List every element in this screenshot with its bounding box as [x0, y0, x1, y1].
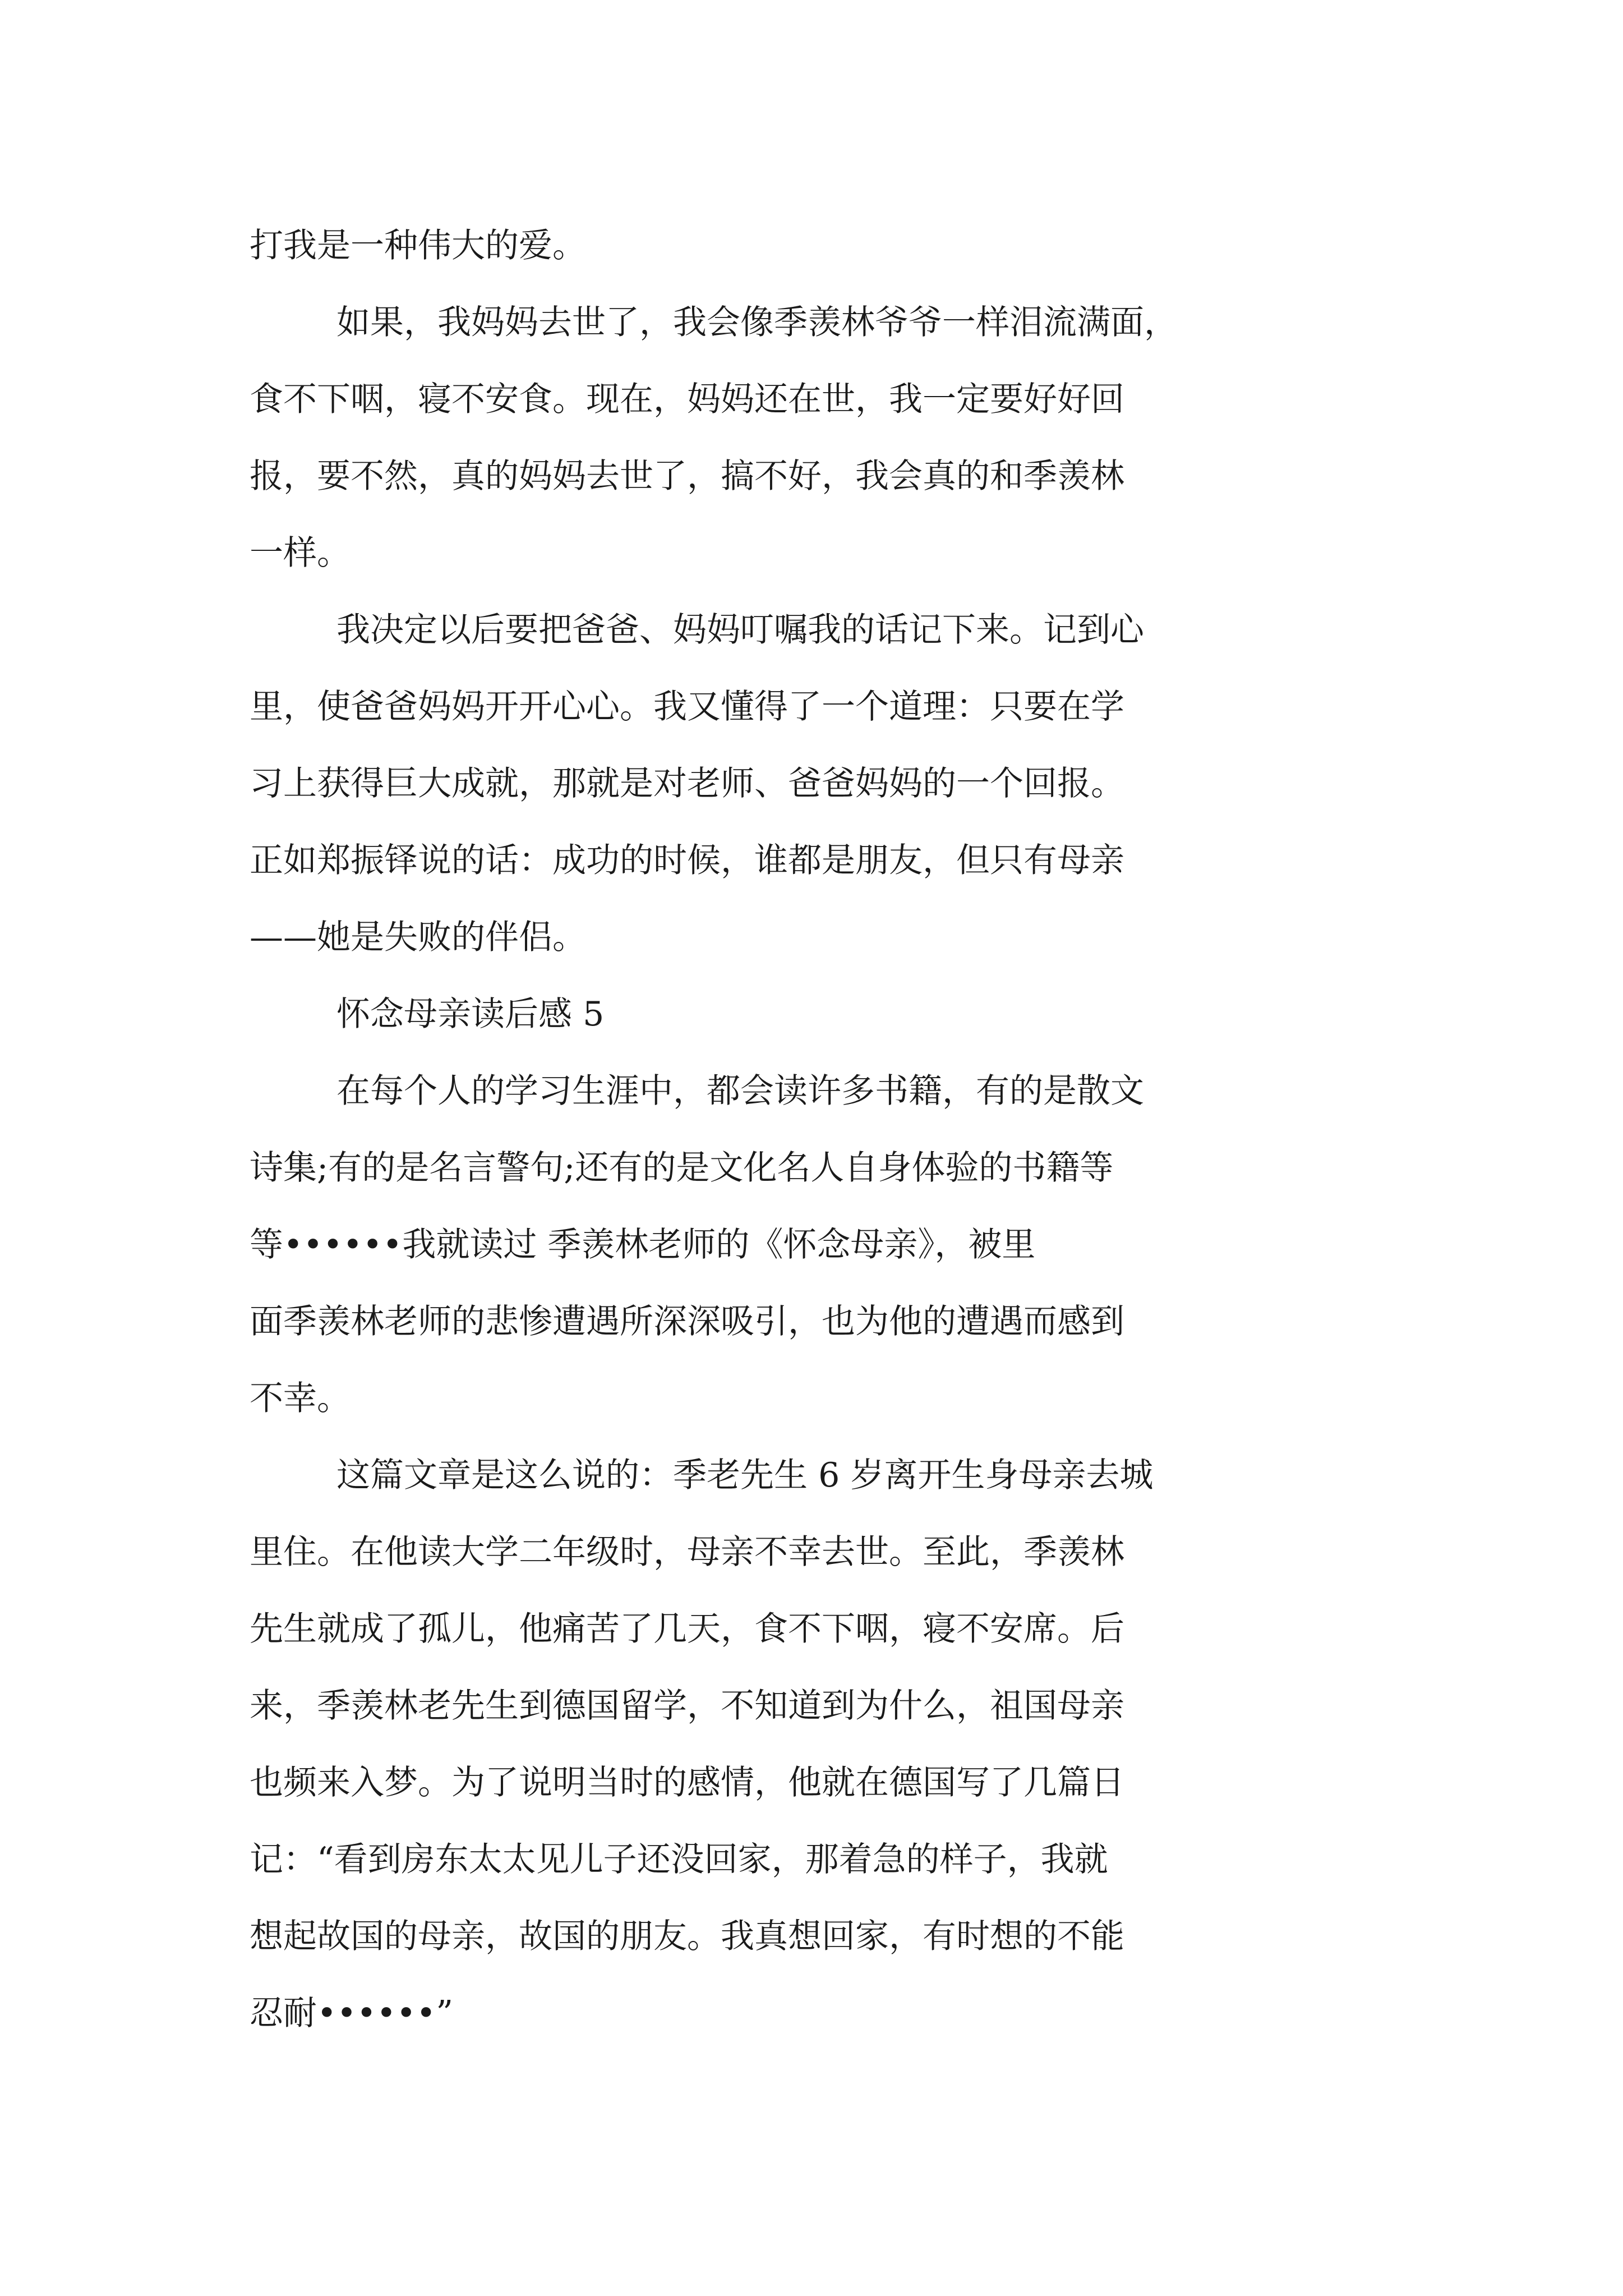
text-line: 食不下咽，寝不安食。现在，妈妈还在世，我一定要好好回 [250, 380, 1124, 419]
text-line: 记：“看到房东太太见儿子还没回家，那着急的样子，我就 [250, 1840, 1108, 1879]
text-line: 也频来入梦。为了说明当时的感情，他就在德国写了几篇日 [250, 1763, 1124, 1802]
text-line: 习上获得巨大成就，那就是对老师、爸爸妈妈的一个回报。 [250, 764, 1124, 803]
text-line: 打我是一种伟大的爱。 [250, 226, 586, 265]
text-line: 忍耐••••••” [250, 1994, 454, 2033]
text-line: ——她是失败的伴侣。 [250, 918, 586, 957]
text-line: 先生就成了孤儿，他痛苦了几天，食不下咽，寝不安席。后 [250, 1609, 1124, 1649]
section-heading: 怀念母亲读后感 5 [336, 995, 605, 1034]
text-line: 想起故国的母亲，故国的朋友。我真想回家，有时想的不能 [250, 1917, 1124, 1956]
text-line: 里住。在他读大学二年级时，母亲不幸去世。至此，季羡林 [250, 1533, 1124, 1572]
paragraph-start-line: 在每个人的学习生涯中，都会读许多书籍，有的是散文 [336, 1071, 1144, 1111]
body-text [250, 208, 1388, 2052]
text-line: 报，要不然，真的妈妈去世了，搞不好，我会真的和季羡林 [250, 457, 1124, 496]
text-line: 等••••••我就读过 季羡林老师的《怀念母亲》，被里 [250, 1225, 1036, 1264]
text-line: 诗集;有的是名言警句;还有的是文化名人自身体验的书籍等 [250, 1148, 1114, 1188]
paragraph-start-line: 我决定以后要把爸爸、妈妈叮嘱我的话记下来。记到心 [336, 610, 1144, 650]
text-line: 面季羡林老师的悲惨遭遇所深深吸引，也为他的遭遇而感到 [250, 1302, 1124, 1341]
text-line: 一样。 [250, 533, 351, 573]
paragraph-start-line: 这篇文章是这么说的：季老先生 6 岁离开生身母亲去城 [336, 1456, 1154, 1495]
text-line: 不幸。 [250, 1379, 351, 1418]
paragraph-start-line: 如果，我妈妈去世了，我会像季羡林爷爷一样泪流满面， [336, 303, 1178, 342]
text-line: 里，使爸爸妈妈开开心心。我又懂得了一个道理：只要在学 [250, 687, 1124, 726]
text-line: 正如郑振铎说的话：成功的时候，谁都是朋友，但只有母亲 [250, 841, 1124, 880]
text-line: 来，季羡林老先生到德国留学，不知道到为什么，祖国母亲 [250, 1686, 1124, 1726]
